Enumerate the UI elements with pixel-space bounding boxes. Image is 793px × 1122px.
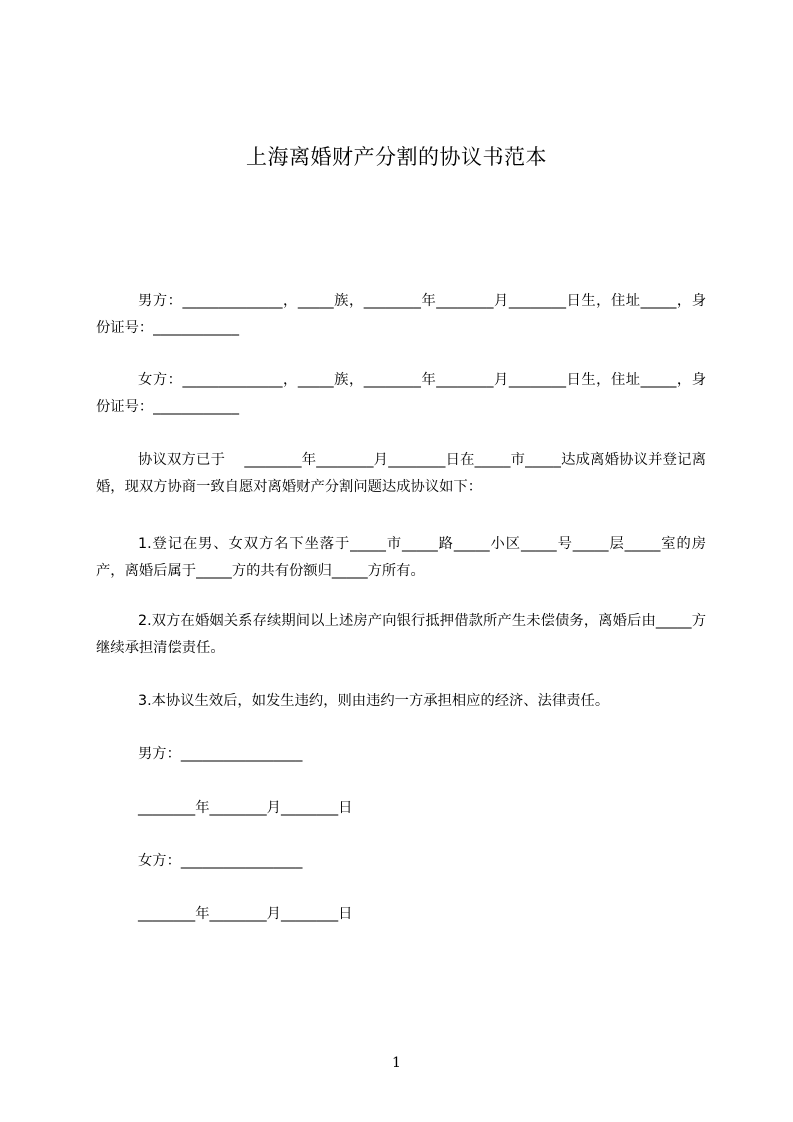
female-party-info: 女方：______________，_____族，________年________月________日生，住址_____，身份证号：____________	[96, 372, 706, 415]
male-signature-date: ________年________月________日	[138, 800, 353, 816]
agreement-intro: 协议双方已于 ________年________月________日在_____市_____达成离婚协议并登记离婚，现双方协商一致自愿对离婚财产分割问题达成协议如下：	[96, 452, 706, 495]
document-title: 上海离婚财产分割的协议书范本	[246, 145, 547, 169]
page-number: 1	[392, 1055, 401, 1071]
female-signature-line: 女方：_________________	[138, 853, 303, 869]
clause-2: 2.双方在婚姻关系存续期间以上述房产向银行抵押借款所产生未偿债务，离婚后由_____方继续承担清偿责任。	[96, 613, 706, 656]
female-signature-date: ________年________月________日	[138, 906, 353, 922]
male-signature-line: 男方：_________________	[138, 746, 303, 762]
male-party-info: 男方：______________，_____族，________年________月________日生，住址_____，身份证号：____________	[96, 293, 706, 336]
clause-1: 1.登记在男、女双方名下坐落于_____市_____路_____小区_____号_____层_____室的房产，离婚后属于_____方的共有份额归_____方所有。	[96, 536, 706, 579]
clause-3: 3.本协议生效后，如发生违约，则由违约一方承担相应的经济、法律责任。	[138, 693, 610, 709]
